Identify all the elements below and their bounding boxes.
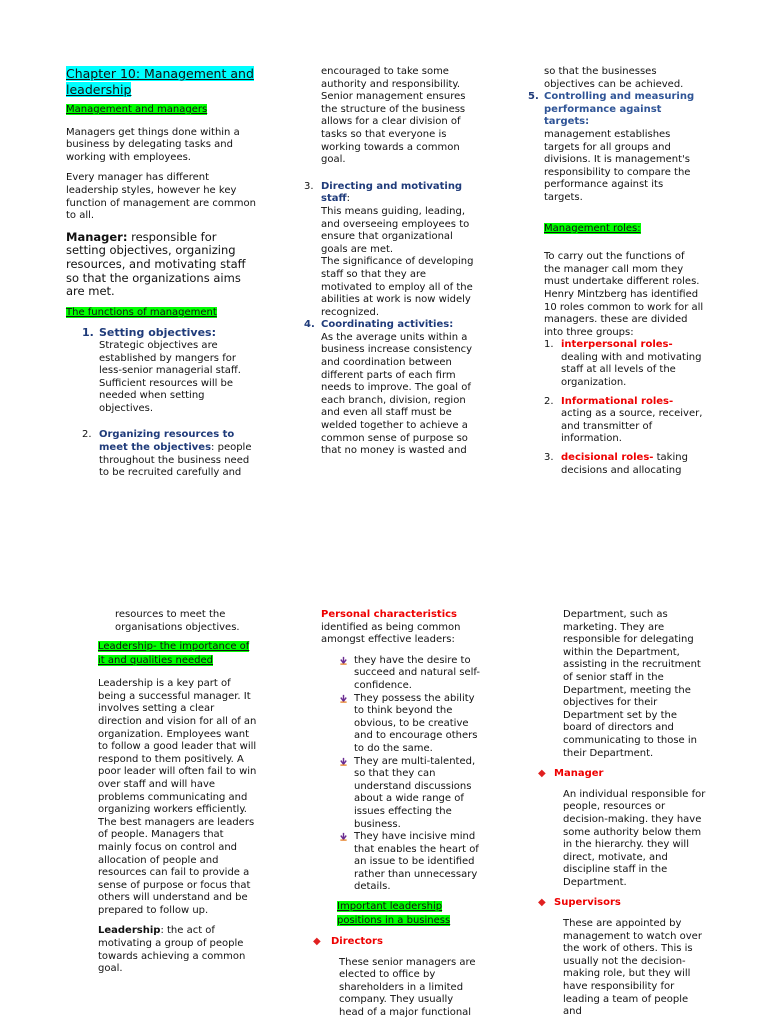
heading-leadership-positions: Important leadership positions in a business bbox=[337, 901, 451, 927]
leadership-definition: Leadership: the act of motivating a group of people towards achieving a common goal. bbox=[98, 925, 246, 975]
page1-column2: encouraged to take some authority and responsibility. Senior management ensures the structure of the business allows for a clear division of tasks so that everyone is working towards a common goal. 3. Directing and motivating staff: This means guiding, leading, and overseeing employees to ensure that organizational goals are met. The significance of developing staff so that they are motivated to employ all of the abilities at work is now widely recognized. 4. Coordinating activities: As the average units within a business increase consistency and coordination between different parts of each firm needs to improve. The goal of each branch, division, region and even all staff must be welded together to achieve a common sense of purpose so that no money is wasted and bbox=[304, 66, 474, 457]
arrow-bullet-icon bbox=[339, 656, 348, 665]
page2-column3: Department, such as marketing. They are responsible for delegating within the Department, assisting in the recruitment of senior staff in the Department, meeting the objectives for their Department set by the board of directors and communicating to those in their Department. ◆ Manager An individual responsible for people, resources or decision-making. they have some authority below them in the hierarchy. they will direct, motivate, and discipline staff in the Department. ◆ Supervisors These are appointed by management to watch over the work of others. This is usually not the decision-making role, but they will have responsibility for leading a team of people and bbox=[563, 609, 708, 1019]
role-1: 1. interpersonal roles- dealing with and motivating staff at all levels of the organization. bbox=[544, 339, 702, 389]
characteristics-list bbox=[321, 655, 481, 894]
function-1: 1. Setting objectives: Strategic objectives are established by mangers for less-senior managerial staff. Sufficient resources will be needed when setting objectives. bbox=[82, 326, 241, 414]
function-4: 4. Coordinating activities: As the average units within a business increase consistency and coordination between different parts of each firm needs to improve. The goal of each branch, division, region and even all staff must be welded together to achieve a common sense of purpose so that no money is wasted and bbox=[304, 319, 473, 457]
list-item: They possess the ability to think beyond the obvious, to be creative and to encourage others to do the same. bbox=[354, 693, 481, 756]
role-2: 2. Informational roles- acting as a source, receiver, and transmitter of information. bbox=[544, 395, 703, 445]
paragraph: Managers get things done within a business by delegating tasks and working with employees. bbox=[66, 126, 240, 163]
function-5: 5. Controlling and measuring performance against targets: management establishes targets for all groups and divisions. It is management's responsibility to compare the performance against its targets. bbox=[528, 91, 695, 203]
paragraph: Leadership is a key part of being a successful manager. It involves setting a clear direction and vision for all of an organization. Employees want to follow a good leader that will respond to them positively. A poor leader will often fail to win over staff and will have problems communicating and organizing workers efficiently. The best managers are leaders of people. Managers that mainly focus on control and allocation of people and resources can fail to provide a sense of purpose or focus that others will understand and be prepared to follow up. bbox=[98, 678, 257, 916]
heading-management-roles: Management roles: bbox=[544, 222, 641, 234]
page1-column3: so that the businesses objectives can be achieved. 5. Controlling and measuring performance against targets: management establishes targets for all groups and divisions. It is management's responsibility to compare the performance against its targets. Management roles: To carry out the functions of the manager call mom they must undertake different roles. Henry Mintzberg has identified 10 roles common to work for all managers. these are divided into three groups: 1. interpersonal roles- dealing with and motivating staff at all levels of the organization. 2. Informational roles- acting as a source, receiver, and transmitter of information. 3. decisional roles- taking decisions and allocating bbox=[528, 66, 704, 476]
role-3: 3. decisional roles- taking decisions and allocating bbox=[544, 452, 688, 476]
supervisors-section: ◆ Supervisors bbox=[538, 897, 621, 909]
paragraph: Every manager has different leadership styles, however he key function of management are common to all. bbox=[66, 172, 256, 222]
manager-definition: Manager: responsible for setting objectives, organizing resources, and motivating staff so that the organizations aims are met. bbox=[66, 229, 246, 299]
arrow-bullet-icon bbox=[339, 694, 348, 703]
page2-column1: resources to meet the organisations objectives. Leadership- the importance of it and qualities needed Leadership is a key part of being a successful manager. It involves setting a clear direction and vision for all of an organization. Employees want to follow a good leader that will respond to them positively. A poor leader will often fail to win over staff and will have problems communicating and organizing workers efficiently. The best managers are leaders of people. Managers that mainly focus on control and allocation of people and resources can fail to provide a sense of purpose or focus that others will understand and be prepared to follow up. Leadership: the act of motivating a group of people towards achieving a common goal. bbox=[98, 609, 257, 975]
heading-leadership: Leadership- the importance of it and qualities needed bbox=[98, 641, 250, 667]
roles-intro: To carry out the functions of the manager call mom they must undertake different roles. Henry Mintzberg has identified 10 roles common to work for all managers. these are divided into three groups: bbox=[544, 251, 704, 338]
chapter-title: Chapter 10: Management and leadership bbox=[66, 66, 254, 97]
arrow-bullet-icon bbox=[339, 757, 348, 766]
list-item: They have incisive mind that enables the heart of an issue to be identified rather than unnecessary details. bbox=[354, 831, 481, 894]
page2-column2: Personal characteristics identified as being common amongst effective leaders: they have the desire to succeed and natural self-confidence. They possess the ability to think beyond the obvious, to be creative and to encourage others to do the same. They are multi-talented, so that they can understand discussions about a wide range of issues effecting the business. They have incisive mind that enables the heart of an issue to be identified rather than unnecessary details. Important leadership positions in a business ◆ Directors These senior managers are elected to office by shareholders in a limited company. They usually head of a major functional bbox=[313, 609, 481, 1019]
manager-section: ◆ Manager bbox=[538, 768, 604, 780]
page1-column1 bbox=[66, 66, 256, 480]
diamond-icon: ◆ bbox=[538, 768, 546, 780]
arrow-bullet-icon bbox=[339, 832, 348, 841]
directors-section: ◆ Directors bbox=[313, 936, 383, 948]
function-2: 2. Organizing resources to meet the objectives: people throughout the business need to be recruited carefully and bbox=[82, 429, 252, 479]
list-item: They are multi-talented, so that they can understand discussions about a wide range of issues effecting the business. bbox=[354, 756, 481, 832]
function-3: 3. Directing and motivating staff: This means guiding, leading, and overseeing employees to ensure that organizational goals are met. The significance of developing staff so that they are motivated to employ all of the abilities at work is now widely recognized. bbox=[304, 180, 474, 318]
diamond-icon: ◆ bbox=[538, 897, 546, 909]
list-item: they have the desire to succeed and natural self-confidence. bbox=[354, 655, 481, 693]
personal-characteristics: Personal characteristics bbox=[321, 609, 458, 620]
heading-functions-of-management: The functions of management bbox=[66, 306, 217, 318]
heading-management-and-managers: Management and managers bbox=[66, 104, 208, 115]
diamond-icon: ◆ bbox=[313, 936, 321, 948]
